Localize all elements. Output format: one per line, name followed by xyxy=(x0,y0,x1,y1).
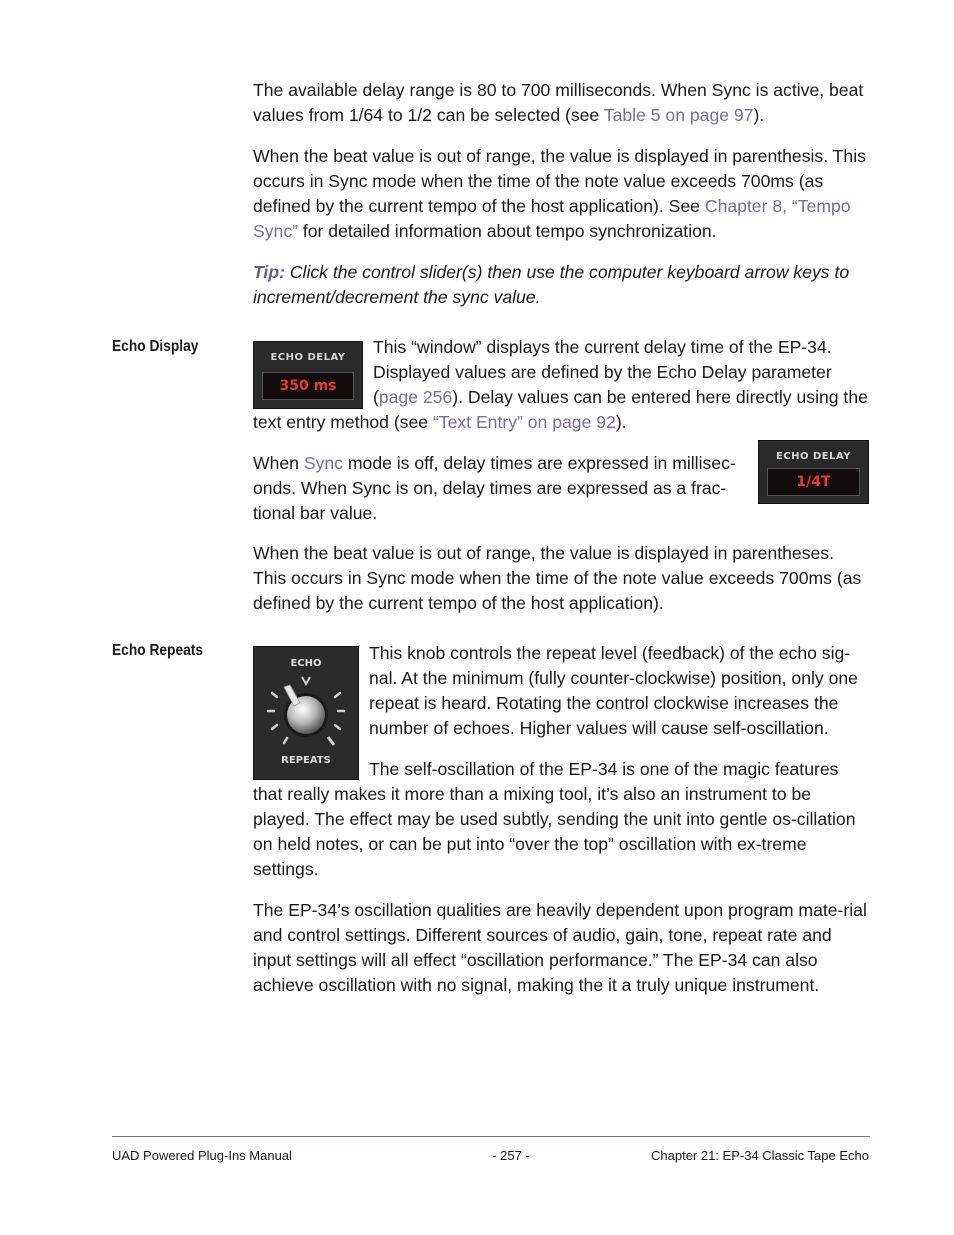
echo-delay-caption: ECHO DELAY xyxy=(270,352,346,363)
echo-display-paragraph-3: When the beat value is out of range, the value is displayed in parentheses. This occurs in Sync mode when the time of the note value exceeds 700ms (as defined by the current tempo of the host application). xyxy=(253,543,862,613)
knob-caption-repeats: REPEATS xyxy=(281,755,331,766)
echo-display-heading: Echo Display xyxy=(112,338,199,355)
delay-value: 1/4T xyxy=(796,473,831,490)
echo-display-section xyxy=(253,335,869,616)
echo-display-paragraph-2: When Sync mode is off, delay times are expressed in millisec-onds. When Sync is on, delay times are expressed as a frac-tional bar value. xyxy=(253,453,736,523)
echo-repeats-heading: Echo Repeats xyxy=(112,642,203,659)
text-entry-link[interactable]: “Text Entry” on page 92 xyxy=(432,412,616,432)
footer-manual-title: UAD Powered Plug-Ins Manual xyxy=(112,1148,292,1163)
page-256-link[interactable]: page 256 xyxy=(378,387,453,407)
echo-repeats-paragraph-2: The self-oscillation of the EP-34 is one of the magic features that really makes it more than a mixing tool, it’s also an instrument to be played. The effect may be used subtly, sending the unit into gentle os-cillation on held notes, or can be put into “over the top” oscillation with ex-treme settings. xyxy=(253,759,856,879)
echo-repeats-paragraph-1: This knob controls the repeat level (feedback) of the echo sig-nal. At the minimum (fully counter-clockwise) position, only one repeat is heard. Rotating the control clockwise increases the number of echoes. Higher values will cause self-oscillation. xyxy=(369,643,858,738)
footer-page-number: - 257 - xyxy=(492,1148,530,1163)
sync-link[interactable]: Sync xyxy=(303,453,343,473)
echo-display-paragraph-1: This “window” displays the current delay time of the EP-34. Displayed values are defined by the Echo Delay parameter (page 256). Delay values can be entered here directly using the text entry method (see “Text Entry” on page 92). xyxy=(253,337,868,432)
footer-divider xyxy=(112,1136,870,1137)
echo-delay-display-sync xyxy=(758,440,869,504)
tip-label: Tip: xyxy=(253,262,285,282)
echo-repeats-paragraph-3: The EP-34’s oscillation qualities are heavily dependent upon program mate-rial and control settings. Different sources of audio, gain, tone, repeat rate and input settings will all effect “oscillation performance.” The EP-34 can also achieve oscillation with no signal, making the it a truly unique instrument. xyxy=(253,900,867,995)
delay-value: 350 ms xyxy=(279,377,337,394)
echo-repeats-knob-panel xyxy=(253,646,359,780)
tip-paragraph: Tip: Click the control slider(s) then use the computer keyboard arrow keys to increment/decrement the sync value. xyxy=(253,262,850,307)
intro-section xyxy=(253,78,869,310)
intro-paragraph-1: The available delay range is 80 to 700 milliseconds. When Sync is active, beat values from 1/64 to 1/2 can be selected (see Table 5 on page 97). xyxy=(253,80,864,125)
intro-paragraph-2: When the beat value is out of range, the value is displayed in parenthesis. This occurs in Sync mode when the time of the note value exceeds 700ms (as defined by the current tempo of the host application). See Chapter 8, “Tempo Sync” for detailed information about tempo synchronization. xyxy=(253,146,866,241)
echo-delay-caption: ECHO DELAY xyxy=(775,451,852,462)
table-5-link[interactable]: Table 5 on page 97 xyxy=(603,105,754,125)
echo-repeats-section xyxy=(253,640,869,998)
echo-delay-display-ms xyxy=(253,341,363,409)
footer-chapter-title: Chapter 21: EP-34 Classic Tape Echo xyxy=(651,1148,869,1163)
chapter-8-link[interactable]: Chapter 8, “Tempo Sync” xyxy=(253,196,851,241)
knob-caption-echo: ECHO xyxy=(290,658,322,669)
